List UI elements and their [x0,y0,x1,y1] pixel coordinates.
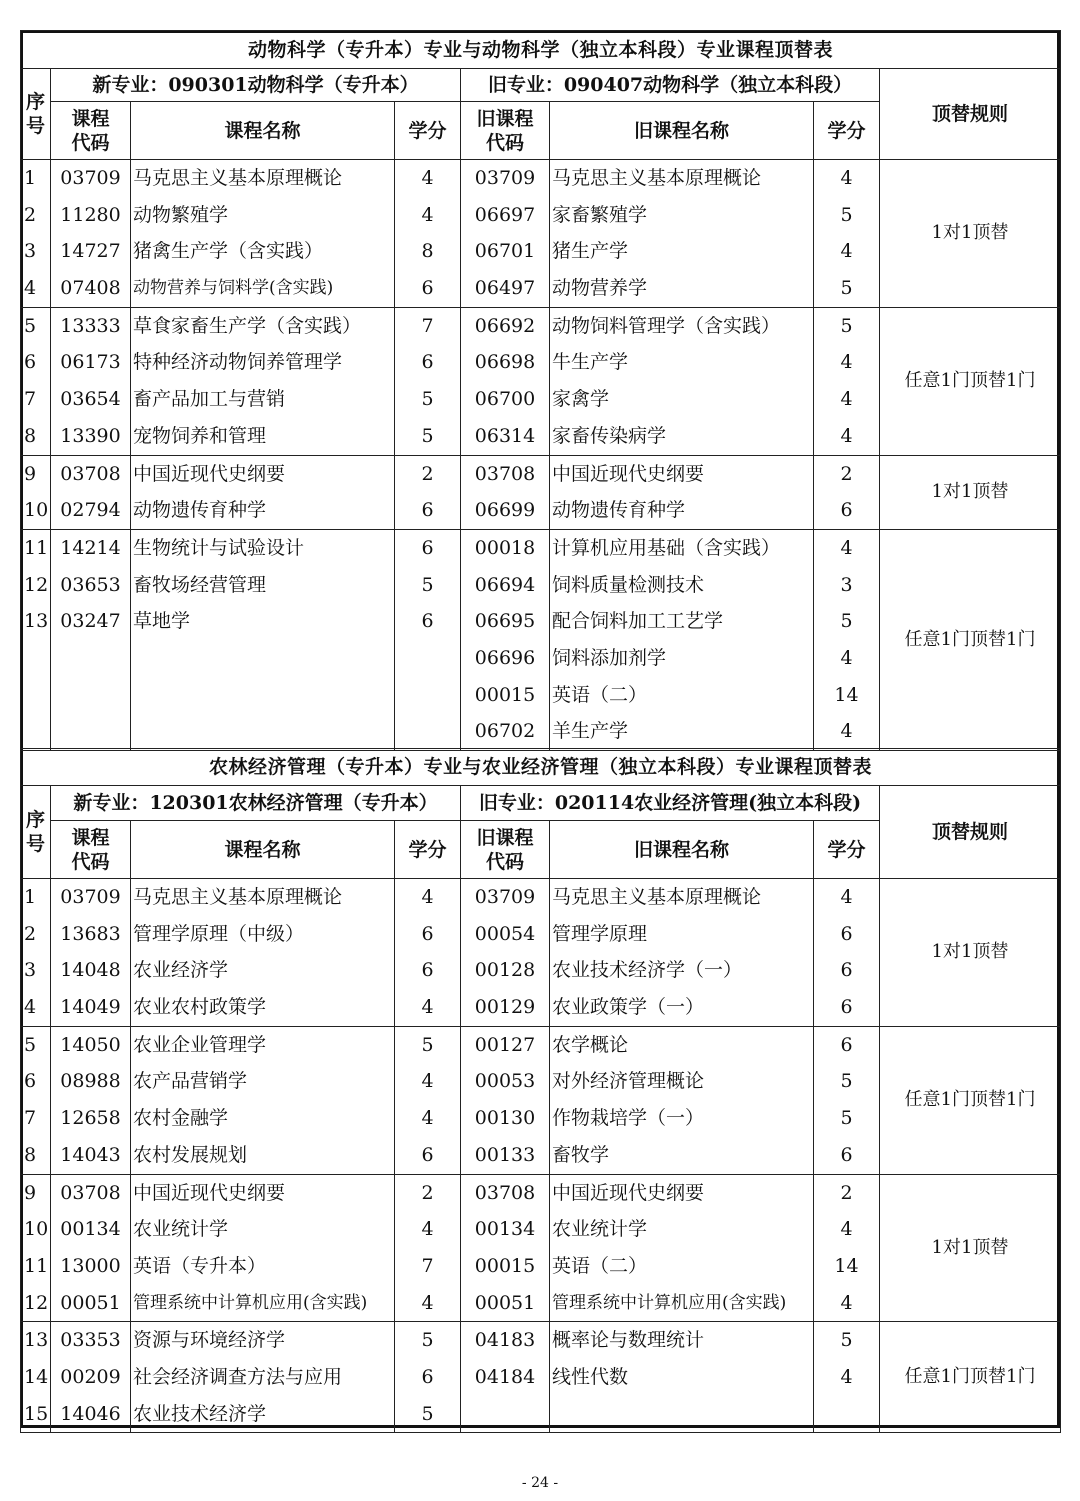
old-name-line: 英语（二） [552,1254,648,1277]
code-cell [51,455,131,529]
seq-cell [21,529,51,750]
code-line: 14727 [60,240,121,263]
old-credit-line: 6 [840,959,853,982]
old-credit-line: 4 [840,167,853,189]
code-line: 03709 [60,167,121,189]
group-row [21,307,1061,455]
old-credit-line: 4 [840,240,853,263]
credit-line: 6 [421,610,434,633]
credit-line: 6 [421,1143,434,1166]
old-code-line: 03709 [474,886,536,908]
name-line: 农村发展规划 [133,1143,248,1166]
seq-line: 6 [24,351,37,374]
old-name-line: 饲料质量检测技术 [552,573,705,596]
old-credit-line: 2 [840,462,853,485]
code-line: 06173 [60,351,121,374]
credit-cell [395,529,461,750]
seq-line: 9 [24,462,37,485]
name-line: 马克思主义基本原理概论 [133,167,343,189]
seq-line: 8 [24,424,37,447]
old-credit-line: 5 [840,1107,853,1130]
seq-cell [21,160,51,308]
credit-line: 7 [421,1254,434,1277]
credit-cell [395,160,461,308]
seq-line: 8 [24,1143,37,1166]
page-number: - 24 - [521,1475,559,1491]
old-code-line: 03708 [474,462,536,485]
seq-line: 2 [24,203,37,226]
old-name-line: 对外经济管理概论 [552,1070,705,1093]
name-line: 生物统计与试验设计 [133,536,305,559]
code-line: 12658 [60,1107,121,1130]
seq-line: 7 [24,388,37,411]
old-credit-line: 4 [840,886,853,908]
code-line: 03709 [60,886,121,908]
seq-line: 1 [24,167,37,189]
old-code-line: 06692 [474,314,536,337]
name-line: 畜产品加工与营销 [133,388,286,411]
old-name-line: 动物营养学 [552,277,648,300]
old-code-line: 00015 [474,683,536,706]
old-code-line: 04183 [474,1329,536,1352]
credit-line: 6 [421,922,434,945]
seq-header: 序号 [21,786,51,879]
name-line: 草地学 [133,610,191,633]
credit-line: 5 [421,424,434,447]
old-code-line: 06699 [474,499,536,522]
seq-line: 14 [24,1365,49,1388]
group-row [21,1174,1061,1322]
name-cell [131,1322,395,1433]
name-line: 特种经济动物饲养管理学 [133,351,343,374]
old-name-line: 农业政策学（一） [552,996,705,1019]
old-code-cell [461,529,550,750]
old-credit-line: 4 [840,1291,853,1314]
name-cell [131,160,395,308]
old-credit-cell [814,1174,880,1322]
code-line: 14214 [60,536,121,559]
code-cell [51,1026,131,1174]
old-name-line: 概率论与数理统计 [552,1329,705,1352]
name-line: 动物繁殖学 [133,203,229,226]
old-credit-line: 5 [840,314,853,337]
old-code-line: 00130 [474,1107,536,1130]
old-code-line: 00054 [474,922,536,945]
seq-cell [21,879,51,1027]
seq-line: 13 [24,610,49,633]
old-major-header: 旧专业：020114农业经济管理(独立本科段) [461,786,880,821]
name-line: 农业技术经济学 [133,1402,267,1425]
code-line: 03247 [60,610,121,633]
credit-cell [395,307,461,455]
old-credit-line: 5 [840,1070,853,1093]
old-code-line: 06698 [474,351,536,374]
old-credit-line: 5 [840,203,853,226]
old-name-line: 猪生产学 [552,240,629,263]
code-line: 03353 [60,1329,121,1352]
old-name-line: 农业技术经济学（一） [552,959,743,982]
credit-line: 4 [421,1107,434,1130]
code-line: 03654 [60,388,121,411]
old-name-line: 农学概论 [552,1033,629,1056]
name-line: 动物遗传育种学 [133,499,267,522]
rule-cell: 任意1门顶替1门 [880,529,1061,750]
old-credit-line: 14 [834,1254,859,1277]
old-credit-cell [814,307,880,455]
name-cell [131,455,395,529]
code-line: 07408 [60,277,121,300]
old-code-cell [461,1322,550,1433]
group-row [21,1322,1061,1433]
seq-line: 4 [24,277,37,300]
old-credit-line: 6 [840,499,853,522]
seq-line: 6 [24,1070,37,1093]
seq-line: 3 [24,240,37,263]
old-code-line: 00134 [474,1218,536,1241]
name-line: 农业企业管理学 [133,1033,267,1056]
name-line: 农业经济学 [133,959,229,982]
old-code-cell [461,455,550,529]
seq-header: 序号 [21,69,51,160]
old-code-line: 00127 [474,1033,536,1056]
old-credit-line: 4 [840,1218,853,1241]
old-credit-line: 4 [840,1365,853,1388]
credit-line: 6 [421,351,434,374]
old-code-line: 03709 [474,167,536,189]
old-credit-line: 6 [840,1033,853,1056]
old-code-line: 03708 [474,1181,536,1204]
old-credit-line: 5 [840,277,853,300]
old-code-line: 00051 [474,1291,536,1314]
old-code-line: 06701 [474,240,536,263]
old-name-line: 饲料添加剂学 [552,646,667,669]
code-cell [51,879,131,1027]
name-line: 英语（专升本） [133,1254,267,1277]
credit-line: 5 [421,1329,434,1352]
old-credit-line: 5 [840,1329,853,1352]
old-credit-cell [814,160,880,308]
rule-header: 顶替规则 [880,69,1061,160]
old-name-header: 旧课程名称 [550,821,814,879]
credit-line: 6 [421,536,434,559]
table-title: 动物科学（专升本）专业与动物科学（独立本科段）专业课程顶替表 [21,31,1061,69]
code-cell [51,1174,131,1322]
old-code-line: 00015 [474,1254,536,1277]
seq-cell [21,1322,51,1433]
rule-cell: 1对1顶替 [880,160,1061,308]
old-name-cell [550,1174,814,1322]
seq-line: 4 [24,996,37,1019]
seq-cell [21,307,51,455]
code-line: 14048 [60,959,121,982]
credit-line: 5 [421,1402,434,1425]
old-credit-line: 4 [840,388,853,411]
name-line: 猪禽生产学（含实践） [133,240,324,263]
credit-line: 5 [421,388,434,411]
old-code-cell [461,307,550,455]
credit-line: 5 [421,1033,434,1056]
seq-cell [21,1174,51,1322]
rule-cell: 任意1门顶替1门 [880,307,1061,455]
credit-cell [395,879,461,1027]
code-line: 03708 [60,1181,121,1204]
seq-line: 12 [24,1291,49,1314]
name-line: 草食家畜生产学（含实践） [133,314,362,337]
old-credit-line: 14 [834,683,859,706]
credit-line: 2 [421,462,434,485]
old-code-cell [461,1026,550,1174]
old-name-line: 农业统计学 [552,1218,648,1241]
old-credit-header: 学分 [814,102,880,160]
old-code-line: 06702 [474,720,536,743]
seq-line: 12 [24,573,49,596]
seq-line: 10 [24,1218,49,1241]
code-cell [51,307,131,455]
group-row [21,1026,1061,1174]
credit-line: 6 [421,277,434,300]
credit-line: 7 [421,314,434,337]
name-line: 资源与环境经济学 [133,1329,286,1352]
old-code-line: 00129 [474,996,536,1019]
seq-line: 13 [24,1329,49,1352]
old-credit-line: 4 [840,351,853,374]
old-name-line: 中国近现代史纲要 [552,462,705,485]
name-cell [131,1026,395,1174]
name-line: 动物营养与饲料学(含实践) [133,278,334,299]
credit-cell [395,1174,461,1322]
code-header: 课程代码 [51,821,131,879]
group-row [21,455,1061,529]
seq-line: 3 [24,959,37,982]
old-credit-line: 6 [840,922,853,945]
credit-line: 2 [421,1181,434,1204]
old-name-line: 作物栽培学（一） [552,1107,705,1130]
old-name-line: 畜牧学 [552,1143,610,1166]
name-header: 课程名称 [131,821,395,879]
name-line: 农产品营销学 [133,1070,248,1093]
old-name-line: 家畜传染病学 [552,424,667,447]
name-line: 中国近现代史纲要 [133,1181,286,1204]
new-major-header: 新专业：090301动物科学（专升本） [51,69,461,102]
credit-line: 4 [421,167,434,189]
old-code-line: 06696 [474,646,536,669]
seq-line: 2 [24,922,37,945]
credit-line: 4 [421,203,434,226]
old-credit-line: 3 [840,573,853,596]
old-name-cell [550,307,814,455]
code-line: 13000 [60,1254,121,1277]
old-credit-line: 6 [840,996,853,1019]
seq-line: 11 [24,1254,49,1277]
old-code-cell [461,160,550,308]
old-code-line: 06697 [474,203,536,226]
old-name-line: 家禽学 [552,388,610,411]
credit-line: 4 [421,1070,434,1093]
seq-line: 5 [24,1033,37,1056]
code-line: 02794 [60,499,121,522]
code-cell [51,1322,131,1433]
old-code-header: 旧课程代码 [461,102,550,160]
old-code-line: 04184 [474,1365,536,1388]
old-credit-line: 4 [840,424,853,447]
old-name-line: 线性代数 [552,1365,629,1388]
name-line: 农业农村政策学 [133,996,267,1019]
credit-cell [395,1322,461,1433]
old-name-line: 马克思主义基本原理概论 [552,167,762,189]
name-cell [131,307,395,455]
credit-line: 6 [421,959,434,982]
credit-cell [395,1026,461,1174]
code-line: 13683 [60,922,121,945]
rule-cell: 任意1门顶替1门 [880,1322,1061,1433]
code-cell [51,160,131,308]
old-credit-cell [814,1026,880,1174]
old-code-line: 06314 [474,424,536,447]
old-credit-line: 5 [840,610,853,633]
old-name-cell [550,879,814,1027]
credit-line: 6 [421,499,434,522]
new-major-header: 新专业：120301农林经济管理（专升本） [51,786,461,821]
name-line: 畜牧场经营管理 [133,573,267,596]
code-line: 03708 [60,462,121,485]
old-code-line: 06497 [474,277,536,300]
code-line: 13390 [60,424,121,447]
code-line: 08988 [60,1070,121,1093]
name-cell [131,879,395,1027]
old-name-line: 管理系统中计算机应用(含实践) [552,1292,787,1313]
old-name-cell [550,455,814,529]
code-line: 03653 [60,573,121,596]
seq-line: 1 [24,886,37,908]
group-row [21,879,1061,1027]
old-code-line: 06700 [474,388,536,411]
old-major-header: 旧专业：090407动物科学（独立本科段） [461,69,880,102]
code-line: 11280 [60,203,121,226]
old-name-line: 管理学原理 [552,922,648,945]
old-code-cell [461,879,550,1027]
rule-cell: 1对1顶替 [880,879,1061,1027]
old-name-line: 牛生产学 [552,351,629,374]
code-line: 00209 [60,1365,121,1388]
code-line: 00134 [60,1218,121,1241]
old-code-line: 00133 [474,1143,536,1166]
rule-header: 顶替规则 [880,786,1061,879]
table-title: 农林经济管理（专升本）专业与农业经济管理（独立本科段）专业课程顶替表 [21,749,1061,786]
code-line: 14043 [60,1143,121,1166]
old-name-line: 配合饲料加工工艺学 [552,610,724,633]
rule-cell: 任意1门顶替1门 [880,1026,1061,1174]
name-header: 课程名称 [131,102,395,160]
rule-cell: 1对1顶替 [880,1174,1061,1322]
old-code-line: 06695 [474,610,536,633]
name-line: 农村金融学 [133,1107,229,1130]
old-name-cell [550,1026,814,1174]
code-header: 课程代码 [51,102,131,160]
code-cell [51,529,131,750]
old-code-line: 00053 [474,1070,536,1093]
old-credit-cell [814,529,880,750]
credit-line: 4 [421,1218,434,1241]
seq-line: 9 [24,1181,37,1204]
old-name-header: 旧课程名称 [550,102,814,160]
name-line: 管理学原理（中级） [133,922,305,945]
old-code-line: 00128 [474,959,536,982]
rule-cell: 1对1顶替 [880,455,1061,529]
name-line: 中国近现代史纲要 [133,462,286,485]
name-line: 管理系统中计算机应用(含实践) [133,1292,368,1313]
credit-header: 学分 [395,102,461,160]
name-line: 农业统计学 [133,1218,229,1241]
old-credit-line: 4 [840,646,853,669]
old-name-line: 英语（二） [552,683,648,706]
old-name-line: 动物遗传育种学 [552,499,686,522]
code-line: 14050 [60,1033,121,1056]
old-credit-line: 4 [840,720,853,743]
seq-line: 7 [24,1107,37,1130]
old-name-cell [550,160,814,308]
seq-line: 11 [24,536,49,559]
old-name-line: 计算机应用基础（含实践） [552,536,781,559]
code-line: 13333 [60,314,121,337]
seq-line: 10 [24,499,49,522]
old-credit-line: 4 [840,536,853,559]
old-name-line: 中国近现代史纲要 [552,1181,705,1204]
credit-line: 5 [421,573,434,596]
code-line: 00051 [60,1291,121,1314]
credit-line: 4 [421,996,434,1019]
credit-line: 4 [421,886,434,908]
old-name-line: 家畜繁殖学 [552,203,648,226]
credit-line: 6 [421,1365,434,1388]
name-line: 社会经济调查方法与应用 [133,1365,343,1388]
seq-line: 5 [24,314,37,337]
code-line: 14046 [60,1402,121,1425]
old-name-cell [550,1322,814,1433]
old-credit-cell [814,1322,880,1433]
old-credit-cell [814,879,880,1027]
credit-cell [395,455,461,529]
old-code-line: 06694 [474,573,536,596]
old-name-line: 羊生产学 [552,720,629,743]
course-table-agri-economics [20,748,1061,1433]
course-table-animal-science [20,30,1061,751]
seq-line: 15 [24,1402,49,1425]
group-row [21,529,1061,750]
credit-line: 8 [421,240,434,263]
old-code-cell [461,1174,550,1322]
old-name-cell [550,529,814,750]
old-code-header: 旧课程代码 [461,821,550,879]
credit-line: 4 [421,1291,434,1314]
seq-cell [21,455,51,529]
seq-cell [21,1026,51,1174]
old-code-line: 00018 [474,536,536,559]
name-cell [131,529,395,750]
name-cell [131,1174,395,1322]
old-credit-header: 学分 [814,821,880,879]
old-credit-cell [814,455,880,529]
code-line: 14049 [60,996,121,1019]
name-line: 马克思主义基本原理概论 [133,886,343,908]
credit-header: 学分 [395,821,461,879]
old-name-line: 马克思主义基本原理概论 [552,886,762,908]
old-credit-line: 6 [840,1143,853,1166]
name-line: 宠物饲养和管理 [133,424,267,447]
old-credit-line: 2 [840,1181,853,1204]
old-name-line: 动物饲料管理学（含实践） [552,314,781,337]
group-row [21,160,1061,308]
